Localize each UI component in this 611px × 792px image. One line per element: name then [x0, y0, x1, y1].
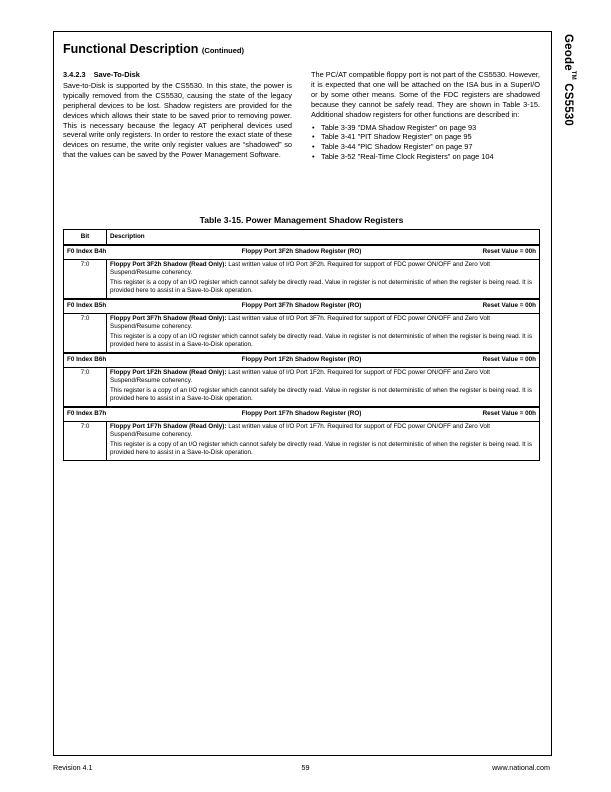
bit-range: 7:0: [64, 260, 107, 300]
left-column: [63, 70, 292, 160]
page-title: [63, 42, 244, 56]
bit-range: 7:0: [64, 422, 107, 461]
footer-website: www.national.com: [492, 763, 550, 772]
register-header-row: [64, 245, 540, 260]
list-item: • Table 3-52 "Real-Time Clock Registers" on page 104: [311, 152, 540, 162]
footer-page-number: 59: [301, 763, 310, 772]
register-table: [63, 229, 540, 461]
reference-list: [311, 123, 540, 163]
register-index: F0 Index B4h: [67, 247, 107, 255]
footer-revision: Revision 4.1: [53, 763, 93, 772]
table-row: [64, 260, 540, 300]
register-name: Floppy Port 3F7h Shadow Register (RO): [241, 301, 362, 309]
list-item: • Table 3-41 "PIT Shadow Register" on page 95: [311, 132, 540, 142]
page-title-main: Functional Description: [63, 42, 199, 56]
page-title-continued: (Continued): [201, 46, 244, 55]
bit-range: 7:0: [64, 368, 107, 408]
table-row: [64, 422, 540, 461]
register-header-row: [64, 407, 540, 422]
bit-range: 7:0: [64, 314, 107, 354]
register-header-row: [64, 353, 540, 368]
section-title: Save-To-Disk: [93, 70, 140, 79]
register-name: Floppy Port 1F2h Shadow Register (RO): [241, 355, 362, 363]
bit-description: Floppy Port 1F2h Shadow (Read Only): Last written value of I/O Port 1F2h. Required for support of FDC power ON/OFF and Zero Volt Suspend/Resume coherency. This register is a copy of an I/O register which cannot safely be directly read. Value in register is not deterministic of when the register is being read. It is provided here to assist in a Save-to-Disk operation.: [107, 368, 540, 408]
list-item: • Table 3-39 "DMA Shadow Register" on page 93: [311, 123, 540, 133]
list-item: • Table 3-44 "PIC Shadow Register" on page 97: [311, 142, 540, 152]
register-reset: Reset Value = 00h: [482, 355, 536, 363]
table-caption: Table 3-15. Power Management Shadow Registers: [199, 215, 404, 225]
register-reset: Reset Value = 00h: [482, 247, 536, 255]
bit-description: Floppy Port 3F7h Shadow (Read Only): Last written value of I/O Port 3F7h. Required for support of FDC power ON/OFF and Zero Volt Suspend/Resume coherency. This register is a copy of an I/O register which cannot safely be directly read. Value in register is not deterministic of when the register is being read. It is provided here to assist in a Save-to-Disk operation.: [107, 314, 540, 354]
register-name: Floppy Port 3F2h Shadow Register (RO): [241, 247, 362, 255]
register-index: F0 Index B7h: [67, 409, 107, 417]
table-row: [64, 368, 540, 408]
side-title: Geode™ CS5530: [562, 34, 576, 127]
register-note: This register is a copy of an I/O register which cannot safely be directly read. Value in register is not deterministic of when the register is being read. It is provided here to assist in a Save-to-Disk operation.: [110, 441, 532, 456]
register-index: F0 Index B6h: [67, 355, 107, 363]
table-header-row: [64, 230, 540, 246]
register-note: This register is a copy of an I/O register which cannot safely be directly read. Value in register is not deterministic of when the register is being read. It is provided here to assist in a Save-to-Disk operation.: [110, 387, 532, 402]
left-paragraph: Save-to-Disk is supported by the CS5530. In this state, the power is typically removed from the CS5530, causing the state of the legacy peripheral devices to be lost. Shadow registers are provided for the devices which allows their state to be saved prior to removing power. This is necessary because the legacy AT peripheral devices used several write only registers. In order to restore the exact state of these devices on resume, the write only register values are “shadowed” so that the values can be saved by the Power Management Software.: [63, 80, 292, 160]
bit-description: Floppy Port 3F2h Shadow (Read Only): Last written value of I/O Port 3F2h. Required for support of FDC power ON/OFF and Zero Volt Suspend/Resume coherency. This register is a copy of an I/O register which cannot safely be directly read. Value in register is not deterministic of when the register is being read. It is provided here to assist in a Save-to-Disk operation.: [107, 260, 540, 300]
section-number: 3.4.2.3: [63, 70, 86, 79]
section-heading: [63, 70, 292, 80]
register-note: This register is a copy of an I/O register which cannot safely be directly read. Value in register is not deterministic of when the register is being read. It is provided here to assist in a Save-to-Disk operation.: [110, 279, 532, 294]
register-reset: Reset Value = 00h: [482, 409, 536, 417]
right-column: [311, 70, 540, 162]
right-paragraph: The PC/AT compatible floppy port is not part of the CS5530. However, it is expected that one will be attached on the ISA bus in a SuperI/O or by some other means. Some of the FDC registers are shadowed because they cannot be safely read. They are shown in Table 3-15. Additional shadow registers for other functions are described in:: [311, 70, 540, 119]
bit-description: Floppy Port 1F7h Shadow (Read Only): Last written value of I/O Port 1F7h. Required for support of FDC power ON/OFF and Zero Volt Suspend/Resume coherency. This register is a copy of an I/O register which cannot safely be directly read. Value in register is not deterministic of when the register is being read. It is provided here to assist in a Save-to-Disk operation.: [107, 422, 540, 461]
header-description: Description: [107, 230, 540, 246]
register-name: Floppy Port 1F7h Shadow Register (RO): [241, 409, 362, 417]
register-note: This register is a copy of an I/O register which cannot safely be directly read. Value in register is not deterministic of when the register is being read. It is provided here to assist in a Save-to-Disk operation.: [110, 333, 532, 348]
table-row: [64, 314, 540, 354]
register-reset: Reset Value = 00h: [482, 301, 536, 309]
register-index: F0 Index B5h: [67, 301, 107, 309]
register-header-row: [64, 299, 540, 314]
header-bit: Bit: [64, 230, 107, 246]
